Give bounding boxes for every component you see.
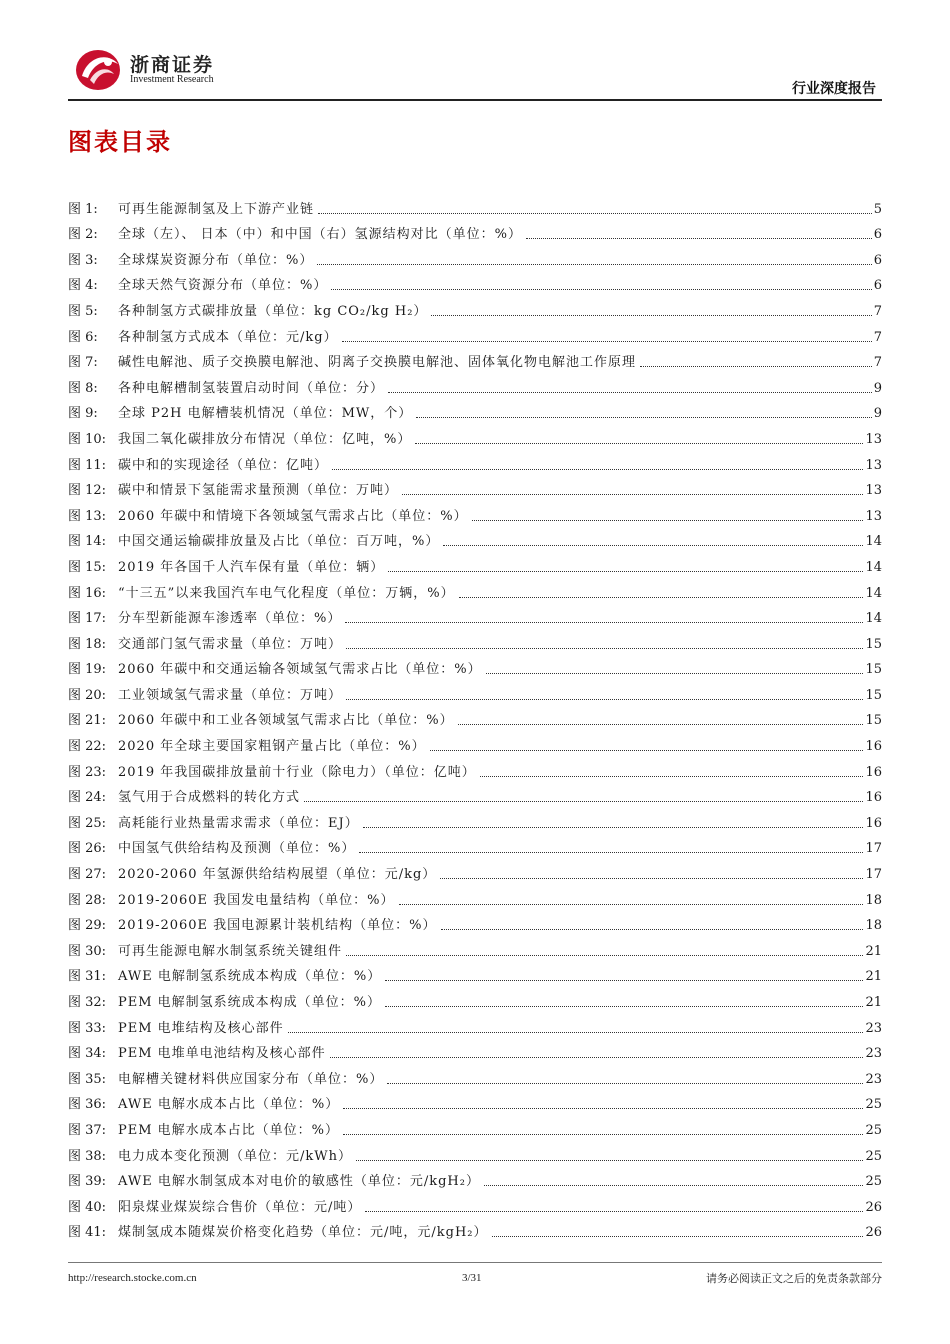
toc-item-page: 7: [873, 329, 882, 345]
brand-name-en: Investment Research: [130, 74, 214, 85]
toc-item-page: 14: [865, 534, 882, 550]
toc-item-number: 图 25:: [68, 815, 107, 831]
toc-item-title: 中国氢气供给结构及预测（单位：%）: [118, 841, 356, 857]
toc-item-number: 图 16:: [68, 585, 107, 601]
toc-item-leader: [402, 493, 863, 495]
toc-item-number: 图 30:: [68, 943, 107, 959]
toc-item-title: 全球煤炭资源分布（单位：%）: [118, 252, 314, 268]
toc-item-title: 可再生能源制氢及上下游产业链: [118, 201, 315, 217]
toc-item-title: 2019-2060E 我国发电量结构（单位：%）: [118, 892, 395, 908]
toc-list: [68, 192, 882, 1241]
toc-item[interactable]: [68, 1190, 882, 1216]
toc-item[interactable]: [68, 576, 882, 602]
toc-item-page: 14: [865, 559, 882, 575]
toc-item[interactable]: [68, 806, 882, 832]
toc-title: 图表目录: [68, 127, 172, 156]
zheshang-logo-icon: [74, 46, 124, 92]
toc-item-page: 13: [865, 483, 882, 499]
toc-item-title: 碳中和情景下氢能需求量预测（单位：万吨）: [118, 483, 399, 499]
toc-item-leader: [431, 314, 871, 316]
toc-item[interactable]: [68, 1037, 882, 1063]
toc-item-title: PEM 电堆单电池结构及核心部件: [118, 1046, 326, 1062]
toc-item[interactable]: [68, 192, 882, 218]
toc-item-title: AWE 电解制氢系统成本构成（单位：%）: [118, 969, 382, 985]
toc-item-page: 23: [865, 1071, 882, 1087]
toc-item-title: 2020-2060 年氢源供给结构展望（单位：元/kg）: [118, 867, 437, 883]
toc-item-number: 图 4:: [68, 278, 98, 294]
toc-item-number: 图 7:: [68, 355, 98, 371]
toc-item-leader: [288, 1031, 864, 1033]
toc-item[interactable]: [68, 218, 882, 244]
toc-item[interactable]: [68, 985, 882, 1011]
toc-item[interactable]: [68, 678, 882, 704]
toc-item-number: 图 20:: [68, 687, 107, 703]
toc-item-title: 各种电解槽制氢装置启动时间（单位：分）: [118, 380, 385, 396]
toc-item-leader: [388, 570, 863, 572]
toc-item-page: 18: [865, 918, 882, 934]
toc-item-number: 图 18:: [68, 636, 107, 652]
toc-item[interactable]: [68, 960, 882, 986]
toc-item-leader: [345, 621, 863, 623]
toc-item[interactable]: [68, 243, 882, 269]
toc-item-leader: [441, 928, 864, 930]
toc-item-title: 中国交通运输碳排放量及占比（单位：百万吨，%）: [118, 534, 440, 550]
toc-item-leader: [440, 877, 863, 879]
toc-item-title: 电力成本变化预测（单位：元/kWh）: [118, 1148, 352, 1164]
toc-item-leader: [356, 1159, 863, 1161]
toc-item-number: 图 38:: [68, 1148, 107, 1164]
toc-item-page: 21: [865, 943, 882, 959]
toc-item[interactable]: [68, 1165, 882, 1191]
toc-item[interactable]: [68, 755, 882, 781]
toc-item-number: 图 21:: [68, 713, 107, 729]
toc-item-page: 25: [865, 1148, 882, 1164]
toc-item[interactable]: [68, 474, 882, 500]
toc-item-number: 图 35:: [68, 1071, 107, 1087]
toc-item[interactable]: [68, 704, 882, 730]
toc-item-leader: [526, 237, 872, 239]
toc-item-leader: [343, 1133, 863, 1135]
toc-item-page: 15: [865, 687, 882, 703]
toc-item-title: PEM 电解水成本占比（单位：%）: [118, 1122, 340, 1138]
footer-url-link[interactable]: http://research.stocke.com.cn: [68, 1272, 197, 1284]
toc-item-number: 图 40:: [68, 1199, 107, 1215]
toc-item[interactable]: [68, 550, 882, 576]
toc-item-page: 14: [865, 611, 882, 627]
toc-item-title: 可再生能源电解水制氢系统关键组件: [118, 943, 343, 959]
toc-item-leader: [317, 263, 871, 265]
toc-item-title: 碱性电解池、质子交换膜电解池、阴离子交换膜电解池、固体氧化物电解池工作原理: [118, 355, 637, 371]
toc-item-page: 13: [865, 508, 882, 524]
toc-item-page: 16: [865, 739, 882, 755]
toc-item-leader: [472, 519, 864, 521]
toc-item-page: 26: [865, 1225, 882, 1241]
toc-item-number: 图 34:: [68, 1046, 107, 1062]
toc-item-page: 13: [865, 457, 882, 473]
toc-item-page: 16: [865, 790, 882, 806]
toc-item-page: 6: [873, 227, 882, 243]
toc-item-page: 7: [873, 303, 882, 319]
toc-item-page: 15: [865, 636, 882, 652]
toc-item-page: 25: [865, 1097, 882, 1113]
toc-item-leader: [484, 1184, 863, 1186]
toc-item-leader: [385, 979, 863, 981]
toc-item-title: PEM 电解制氢系统成本构成（单位：%）: [118, 995, 382, 1010]
toc-item-title: 煤制氢成本随煤炭价格变化趋势（单位：元/吨，元/kgH₂）: [118, 1225, 488, 1241]
toc-item-number: 图 36:: [68, 1097, 107, 1113]
toc-item[interactable]: [68, 1139, 882, 1165]
toc-item-number: 图 19:: [68, 662, 107, 678]
report-type-label: 行业深度报告: [792, 81, 876, 97]
toc-item-page: 17: [865, 867, 882, 883]
toc-item-page: 6: [873, 252, 882, 268]
toc-item-leader: [343, 1107, 863, 1109]
toc-item-title: 阳泉煤业煤炭综合售价（单位：元/吨）: [118, 1199, 362, 1215]
toc-item-title: 2060 年碳中和交通运输各领域氢气需求占比（单位：%）: [118, 662, 482, 678]
toc-item-leader: [318, 212, 872, 214]
toc-item-number: 图 8:: [68, 380, 98, 396]
toc-item-title: 高耗能行业热量需求需求（单位：EJ）: [118, 815, 359, 831]
toc-item-page: 17: [865, 841, 882, 857]
toc-item-number: 图 15:: [68, 559, 107, 575]
toc-item-leader: [385, 1005, 863, 1007]
toc-item-number: 图 26:: [68, 841, 107, 857]
toc-item[interactable]: [68, 627, 882, 653]
toc-item[interactable]: [68, 857, 882, 883]
toc-item-leader: [480, 775, 864, 777]
toc-item[interactable]: [68, 294, 882, 320]
toc-item-title: 各种制氢方式碳排放量（单位：kg CO₂/kg H₂）: [118, 303, 428, 319]
toc-item-number: 图 41:: [68, 1225, 107, 1241]
toc-item-number: 图 27:: [68, 867, 107, 883]
toc-item-page: 16: [865, 815, 882, 831]
toc-item[interactable]: [68, 422, 882, 448]
toc-item-number: 图 37:: [68, 1122, 107, 1138]
toc-item-title: 我国二氧化碳排放分布情况（单位：亿吨，%）: [118, 431, 412, 447]
toc-item-title: 2019-2060E 我国电源累计装机结构（单位：%）: [118, 918, 437, 934]
toc-item-number: 图 11:: [68, 457, 107, 473]
toc-item-number: 图 13:: [68, 508, 107, 524]
toc-item-title: 2019 年各国千人汽车保有量（单位：辆）: [118, 559, 385, 575]
toc-item[interactable]: [68, 499, 882, 525]
toc-item[interactable]: [68, 320, 882, 346]
toc-item-page: 18: [865, 892, 882, 908]
toc-item[interactable]: [68, 832, 882, 858]
toc-item-page: 26: [865, 1199, 882, 1215]
toc-item-number: 图 3:: [68, 252, 98, 268]
toc-item-leader: [346, 954, 863, 956]
toc-item-title: 交通部门氢气需求量（单位：万吨）: [118, 636, 343, 652]
toc-item[interactable]: [68, 1088, 882, 1114]
toc-item[interactable]: [68, 1216, 882, 1242]
toc-item[interactable]: [68, 781, 882, 807]
toc-item-leader: [359, 851, 863, 853]
toc-item[interactable]: [68, 653, 882, 679]
footer-page-number: 3/31: [462, 1272, 482, 1284]
toc-item-title: 氢气用于合成燃料的转化方式: [118, 790, 301, 806]
footer-disclaimer: 请务必阅读正文之后的免责条款部分: [706, 1272, 882, 1285]
toc-item-page: 21: [865, 995, 882, 1010]
page-header: [68, 46, 882, 98]
toc-item[interactable]: [68, 1062, 882, 1088]
toc-item-leader: [331, 288, 871, 290]
toc-item-page: 23: [865, 1020, 882, 1036]
toc-item-number: 图 24:: [68, 790, 107, 806]
toc-item-title: 各种制氢方式成本（单位：元/kg）: [118, 329, 338, 345]
toc-item-leader: [330, 1056, 864, 1058]
toc-item-title: 2019 年我国碳排放量前十行业（除电力）（单位：亿吨）: [118, 764, 476, 780]
toc-item-title: 碳中和的实现途径（单位：亿吨）: [118, 457, 329, 473]
toc-item-number: 图 31:: [68, 969, 107, 985]
toc-item-title: AWE 电解水制氢成本对电价的敏感性（单位：元/kgH₂）: [118, 1174, 480, 1190]
toc-item[interactable]: [68, 602, 882, 628]
toc-item[interactable]: [68, 934, 882, 960]
toc-item-page: 15: [865, 713, 882, 729]
toc-item-title: AWE 电解水成本占比（单位：%）: [118, 1097, 340, 1113]
toc-item-leader: [430, 749, 864, 751]
toc-item-title: 工业领域氢气需求量（单位：万吨）: [118, 687, 343, 703]
toc-item-number: 图 14:: [68, 534, 107, 550]
toc-item-number: 图 28:: [68, 892, 107, 908]
toc-item-leader: [399, 903, 864, 905]
toc-item[interactable]: [68, 1113, 882, 1139]
toc-item-number: 图 32:: [68, 995, 107, 1010]
toc-item[interactable]: [68, 525, 882, 551]
header-divider: [68, 99, 882, 101]
toc-item-number: 图 12:: [68, 483, 107, 499]
toc-item[interactable]: [68, 346, 882, 372]
toc-item[interactable]: [68, 1011, 882, 1037]
toc-item-page: 23: [865, 1046, 882, 1062]
toc-item-title: 电解槽关键材料供应国家分布（单位：%）: [118, 1071, 384, 1087]
toc-item-page: 6: [873, 278, 882, 294]
toc-item-title: “十三五”以来我国汽车电气化程度（单位：万辆，%）: [118, 585, 455, 601]
toc-item-number: 图 6:: [68, 329, 98, 345]
toc-item-leader: [416, 416, 871, 418]
toc-item-leader: [346, 647, 863, 649]
toc-item-title: 全球天然气资源分布（单位：%）: [118, 278, 328, 294]
toc-item[interactable]: [68, 269, 882, 295]
toc-item-leader: [387, 1082, 863, 1084]
toc-item[interactable]: [68, 448, 882, 474]
toc-item-title: PEM 电堆结构及核心部件: [118, 1020, 284, 1036]
toc-item-leader: [443, 544, 863, 546]
toc-item[interactable]: [68, 729, 882, 755]
brand-name-cn: 浙商证券: [130, 54, 215, 76]
toc-item-leader: [640, 365, 872, 367]
toc-item-page: 5: [873, 201, 882, 217]
toc-item-page: 7: [873, 355, 882, 371]
toc-item-leader: [346, 698, 863, 700]
toc-item-page: 16: [865, 764, 882, 780]
toc-item-leader: [332, 468, 863, 470]
toc-item-title: 2020 年全球主要国家粗钢产量占比（单位：%）: [118, 739, 426, 755]
toc-item-leader: [492, 1235, 864, 1237]
toc-item[interactable]: [68, 397, 882, 423]
toc-item-page: 25: [865, 1122, 882, 1138]
toc-item-title: 2060 年碳中和工业各领域氢气需求占比（单位：%）: [118, 713, 454, 729]
toc-item[interactable]: [68, 883, 882, 909]
toc-item-leader: [388, 391, 872, 393]
toc-item-leader: [342, 340, 872, 342]
toc-item-page: 9: [873, 380, 882, 396]
toc-item-number: 图 33:: [68, 1020, 107, 1036]
toc-item-leader: [363, 826, 864, 828]
toc-item-leader: [459, 596, 864, 598]
toc-item-page: 14: [865, 585, 882, 601]
toc-item-number: 图 2:: [68, 227, 98, 243]
toc-item-page: 13: [865, 431, 882, 447]
toc-item-title: 全球（左）、 日本（中）和中国（右）氢源结构对比（单位：%）: [118, 227, 522, 243]
toc-item[interactable]: [68, 371, 882, 397]
toc-item-number: 图 5:: [68, 303, 98, 319]
toc-item-leader: [365, 1210, 863, 1212]
toc-item-number: 图 22:: [68, 739, 107, 755]
toc-item-number: 图 17:: [68, 611, 107, 627]
toc-item[interactable]: [68, 909, 882, 935]
toc-item-page: 9: [873, 406, 882, 422]
toc-item-leader: [304, 800, 863, 802]
toc-item-title: 2060 年碳中和情境下各领域氢气需求占比（单位：%）: [118, 508, 468, 524]
toc-item-number: 图 9:: [68, 406, 98, 422]
toc-item-page: 21: [865, 969, 882, 985]
toc-item-number: 图 1:: [68, 201, 98, 217]
toc-item-number: 图 23:: [68, 764, 107, 780]
toc-item-number: 图 10:: [68, 431, 107, 447]
toc-item-page: 25: [865, 1174, 882, 1190]
footer-divider: [68, 1262, 882, 1263]
toc-item-leader: [486, 672, 864, 674]
toc-item-title: 分车型新能源车渗透率（单位：%）: [118, 611, 342, 627]
toc-item-title: 全球 P2H 电解槽装机情况（单位：MW，个）: [118, 406, 413, 422]
toc-item-number: 图 29:: [68, 918, 107, 934]
toc-item-number: 图 39:: [68, 1174, 107, 1190]
toc-item-leader: [415, 442, 863, 444]
toc-item-leader: [458, 723, 864, 725]
toc-item-page: 15: [865, 662, 882, 678]
